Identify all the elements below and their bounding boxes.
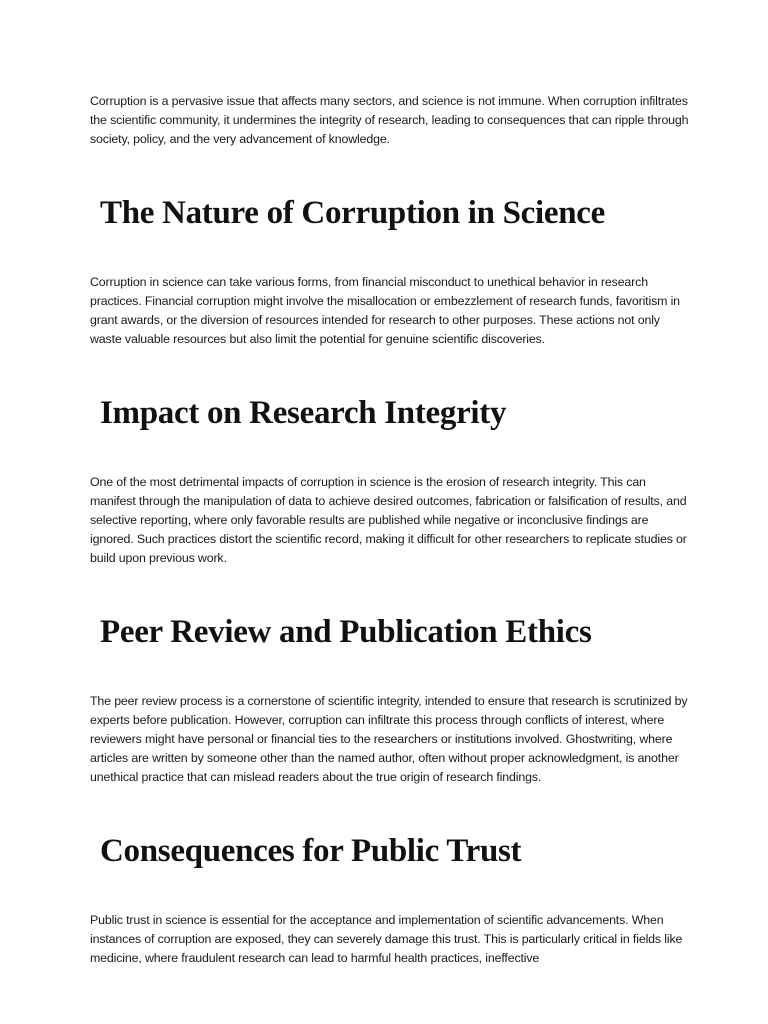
heading-research-integrity: Impact on Research Integrity <box>100 395 507 431</box>
heading-public-trust: Consequences for Public Trust <box>100 833 522 869</box>
paragraph-public-trust: Public trust in science is essential for the acceptance and implementation of scientific advancements. When instances of corruption are exposed, they can severely damage this trust. This is particularly critical in fields like medicine, where fraudulent research can lead to harmful health practices, ineffective <box>90 913 683 965</box>
intro-paragraph: Corruption is a pervasive issue that affects many sectors, and science is not immune. When corruption infiltrates the scientific community, it undermines the integrity of research, leading to consequences that can ripple through society, policy, and the very advancement of knowledge. <box>90 94 689 146</box>
document-page <box>90 92 690 968</box>
paragraph-research-integrity: One of the most detrimental impacts of corruption in science is the erosion of research integrity. This can manifest through the manipulation of data to achieve desired outcomes, fabrication or falsification of results, and selective reporting, where only favorable results are published while negative or inconclusive findings are ignored. Such practices distort the scientific record, making it difficult for other researchers to replicate studies or build upon previous work. <box>90 475 687 565</box>
heading-peer-review: Peer Review and Publication Ethics <box>100 614 592 650</box>
heading-nature-of-corruption: The Nature of Corruption in Science <box>100 195 605 231</box>
paragraph-peer-review: The peer review process is a cornerstone of scientific integrity, intended to ensure that research is scrutinized by experts before publication. However, corruption can infiltrate this process through conflicts of interest, where reviewers might have personal or financial ties to the researchers or institutions involved. Ghostwriting, where articles are written by someone other than the named author, often without proper acknowledgment, is another unethical practice that can mislead readers about the true origin of research findings. <box>90 694 688 784</box>
paragraph-nature-of-corruption: Corruption in science can take various forms, from financial misconduct to unethical behavior in research practices. Financial corruption might involve the misallocation or embezzlement of research funds, favoritism in grant awards, or the diversion of resources intended for research to other purposes. These actions not only waste valuable resources but also limit the potential for genuine scientific discoveries. <box>90 275 680 346</box>
